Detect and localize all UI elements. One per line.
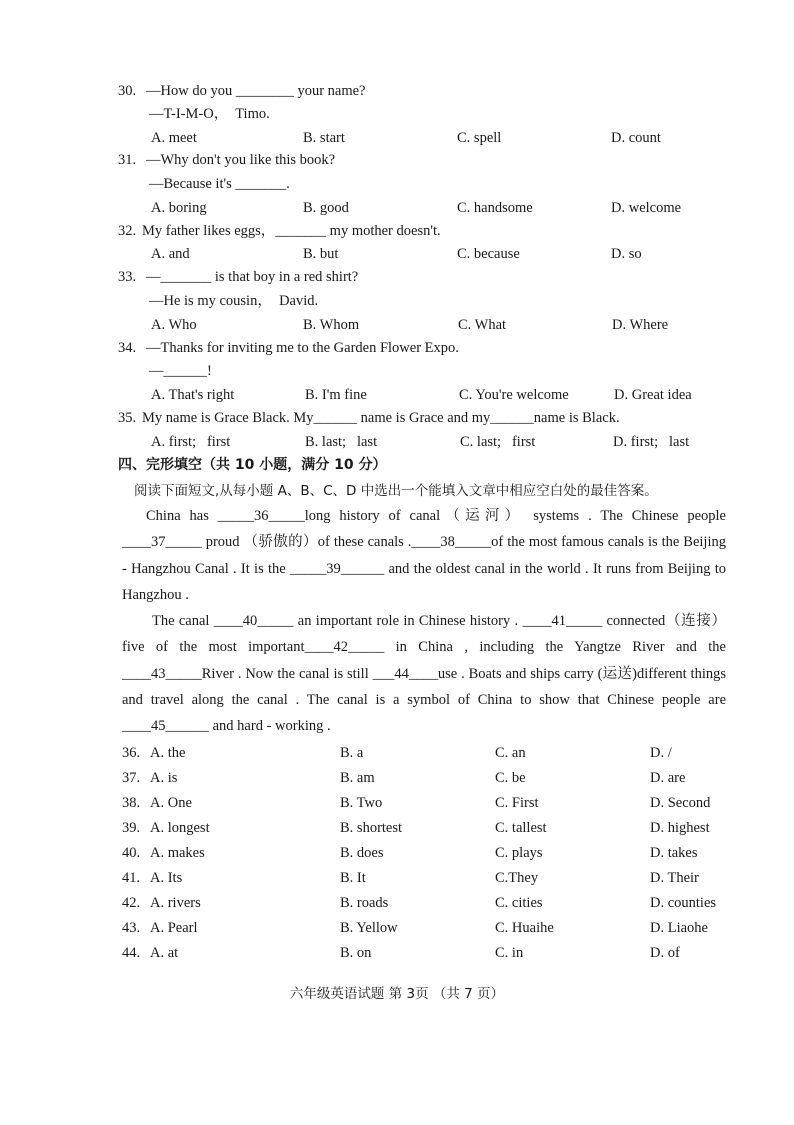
option-d: D. first; last <box>613 434 690 450</box>
option-b: B. a <box>340 745 364 761</box>
option-b: B. last; last <box>305 434 378 450</box>
option-c: C. tallest <box>495 820 547 836</box>
option-a: A. makes <box>150 845 205 861</box>
option-d: D. are <box>650 770 686 786</box>
option-d: D. counties <box>650 895 717 911</box>
option-a: A. Who <box>151 317 197 333</box>
option-c: C. be <box>495 770 526 786</box>
option-d: D. Liaohe <box>650 920 708 936</box>
option-c: C. an <box>495 745 526 761</box>
question-text: —T-I-M-O， Timo. <box>149 106 270 122</box>
option-a: A. is <box>150 770 178 786</box>
option-c: C. Huaihe <box>495 920 554 936</box>
passage-paragraph-2: The canal ____40_____ an important role in Chinese history . ____41_____ connected（连接） five of the most important____42_____ in China , including the Yangtze River and the ____43_____River . Now the canal is still ___44____use . Boats and ships carry (运送)different things and travel along the canal . The canal is a symbol of China to show that Chinese people are ____45______ and hard - working . <box>122 613 726 735</box>
cloze-number: 37. <box>122 770 141 786</box>
option-b: B. It <box>340 870 366 886</box>
option-b: B. start <box>303 130 345 146</box>
question-number: 33. <box>118 269 137 285</box>
option-c: C. cities <box>495 895 543 911</box>
option-b: B. I'm fine <box>305 387 367 403</box>
option-a: A. That's right <box>151 387 235 403</box>
question-number: 32. <box>118 223 137 239</box>
question-text: —_______ is that boy in a red shirt? <box>146 269 359 285</box>
cloze-number: 40. <box>122 845 141 861</box>
option-d: D. Their <box>650 870 699 886</box>
cloze-number: 36. <box>122 745 141 761</box>
passage-paragraph-1: China has _____36_____long history of canal（运河） systems . The Chinese people ____37_____ proud （骄傲的）of these canals .____38_____of the most famous canals is the Beijing - Hangzhou Canal . It is the _____39______ and the oldest canal in the world . It runs from Beijing to Hangzhou . <box>122 508 726 603</box>
option-d: D. so <box>611 246 642 262</box>
option-a: A. longest <box>150 820 210 836</box>
option-a: A. at <box>150 945 179 961</box>
question-text: —______! <box>149 363 212 379</box>
option-d: D. Great idea <box>614 387 692 403</box>
option-b: B. shortest <box>340 820 403 836</box>
option-c: C. spell <box>457 130 502 146</box>
option-a: A. first; first <box>151 434 231 450</box>
question-number: 35. <box>118 410 137 426</box>
option-d: D. welcome <box>611 200 682 216</box>
question-text: —Why don't you like this book? <box>146 152 336 168</box>
option-c: C. plays <box>495 845 543 861</box>
question-number: 31. <box>118 152 137 168</box>
cloze-number: 42. <box>122 895 141 911</box>
option-d: D. Second <box>650 795 711 811</box>
option-b: B. but <box>303 246 339 262</box>
cloze-number: 39. <box>122 820 141 836</box>
option-d: D. / <box>650 745 672 761</box>
option-a: A. the <box>150 745 186 761</box>
question-number: 30. <box>118 83 137 99</box>
option-b: B. Whom <box>303 317 360 333</box>
option-d: D. highest <box>650 820 710 836</box>
cloze-number: 41. <box>122 870 141 886</box>
option-c: C. in <box>495 945 524 961</box>
option-b: B. roads <box>340 895 389 911</box>
option-d: D. Where <box>612 317 669 333</box>
question-text: My name is Grace Black. My______ name is Grace and my______name is Black. <box>142 410 620 426</box>
option-c: C. You're welcome <box>459 387 569 403</box>
question-number: 34. <box>118 340 137 356</box>
option-d: D. count <box>611 130 661 146</box>
section-title: 四、完形填空（共 10 小题，满分 10 分） <box>118 457 387 473</box>
option-c: C. because <box>457 246 520 262</box>
question-text: —Thanks for inviting me to the Garden Flower Expo. <box>146 340 459 356</box>
option-c: C.They <box>495 870 539 886</box>
option-d: D. of <box>650 945 680 961</box>
option-b: B. Yellow <box>340 920 398 936</box>
option-c: C. last; first <box>460 434 536 450</box>
option-b: B. Two <box>340 795 383 811</box>
option-b: B. am <box>340 770 375 786</box>
option-b: B. on <box>340 945 372 961</box>
cloze-number: 44. <box>122 945 141 961</box>
option-a: A. rivers <box>150 895 201 911</box>
option-a: A. Its <box>150 870 183 886</box>
section-instruction: 阅读下面短文,从每小题 A、B、C、D 中选出一个能填入文章中相应空白处的最佳答案。 <box>134 483 658 499</box>
question-text: —He is my cousin， David. <box>149 293 319 309</box>
option-b: B. does <box>340 845 384 861</box>
cloze-number: 43. <box>122 920 141 936</box>
option-c: C. handsome <box>457 200 533 216</box>
option-c: C. What <box>458 317 507 333</box>
option-c: C. First <box>495 795 539 811</box>
option-a: A. Pearl <box>150 920 198 936</box>
cloze-number: 38. <box>122 795 141 811</box>
option-a: A. One <box>150 795 192 811</box>
option-a: A. meet <box>151 130 197 146</box>
page-footer: 六年级英语试题 第 3页 （共 7 页） <box>289 986 505 1002</box>
option-b: B. good <box>303 200 349 216</box>
option-d: D. takes <box>650 845 698 861</box>
option-a: A. boring <box>151 200 207 216</box>
question-text: —Because it's _______. <box>149 176 290 192</box>
question-text: My father likes eggs，_______ my mother doesn't. <box>142 223 441 239</box>
option-a: A. and <box>151 246 190 262</box>
question-text: —How do you ________ your name? <box>146 83 366 99</box>
